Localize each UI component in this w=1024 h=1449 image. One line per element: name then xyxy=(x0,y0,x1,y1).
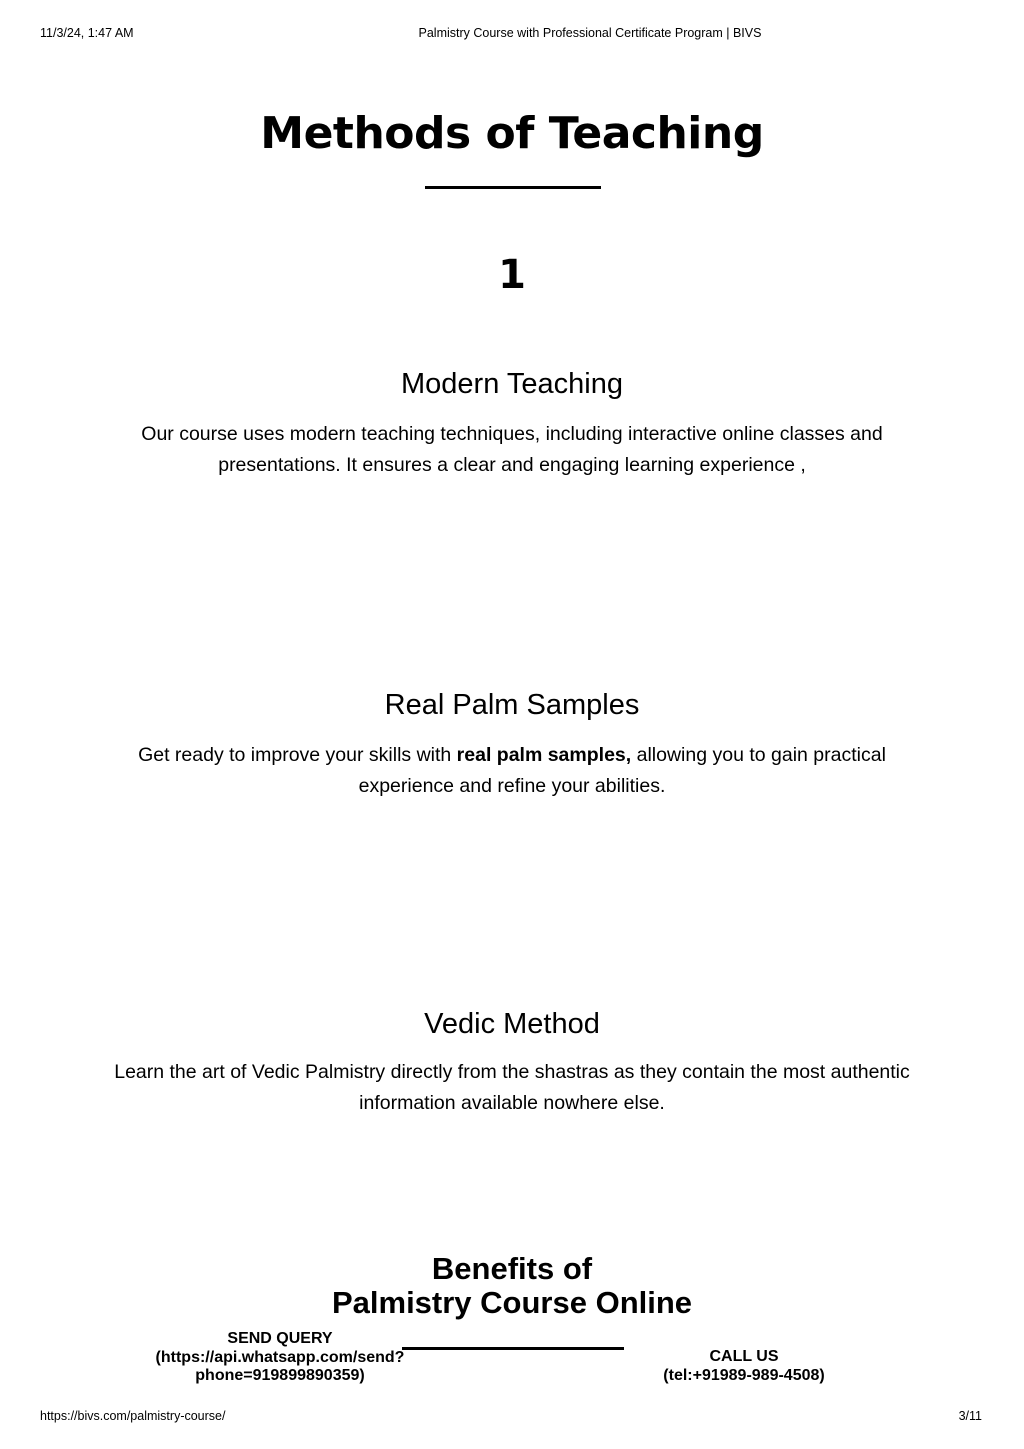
method-description-modern-teaching: Our course uses modern teaching techniques, including interactive online classes and presentations. It ensures a clear and engaging learning experience , xyxy=(141,423,883,476)
title-underline-divider xyxy=(425,186,601,189)
description-bold-highlight: real palm samples, xyxy=(456,744,632,766)
step-number: 1 xyxy=(498,252,526,298)
call-us-tel: (tel:+91989-989-4508) xyxy=(663,1366,825,1384)
benefits-underline-divider xyxy=(402,1347,624,1350)
print-footer-url: https://bivs.com/palmistry-course/ xyxy=(40,1409,226,1423)
send-query-url-line-1: (https://api.whatsapp.com/send? xyxy=(155,1348,405,1366)
method-description-vedic-method: Learn the art of Vedic Palmistry directly from the shastras as they contain the most authentic information available nowhere else. xyxy=(114,1061,910,1114)
description-text-after: allowing you to gain practical experience and refine your abilities. xyxy=(358,744,886,797)
description-text-before: Get ready to improve your skills with xyxy=(138,744,457,766)
method-heading-real-palm-samples: Real Palm Samples xyxy=(384,689,640,721)
send-query-label: SEND QUERY xyxy=(227,1330,333,1347)
benefits-title-line-1: Benefits of xyxy=(431,1251,593,1286)
print-header-page-title: Palmistry Course with Professional Certificate Program | BIVS xyxy=(418,26,762,40)
call-us-label: CALL US xyxy=(709,1348,779,1365)
benefits-title-line-2: Palmistry Course Online xyxy=(331,1285,693,1320)
method-heading-modern-teaching: Modern Teaching xyxy=(401,368,623,400)
print-footer-page-indicator: 3/11 xyxy=(958,1409,982,1423)
method-heading-vedic-method: Vedic Method xyxy=(424,1008,600,1040)
method-description-real-palm-samples xyxy=(112,740,912,802)
send-query-link[interactable] xyxy=(130,1330,430,1386)
send-query-url-line-2: phone=919899890359) xyxy=(195,1367,365,1384)
benefits-title xyxy=(0,1252,1024,1320)
print-header-datetime: 11/3/24, 1:47 AM xyxy=(40,26,134,40)
call-us-link[interactable] xyxy=(594,1348,894,1385)
section-title: Methods of Teaching xyxy=(260,108,764,159)
